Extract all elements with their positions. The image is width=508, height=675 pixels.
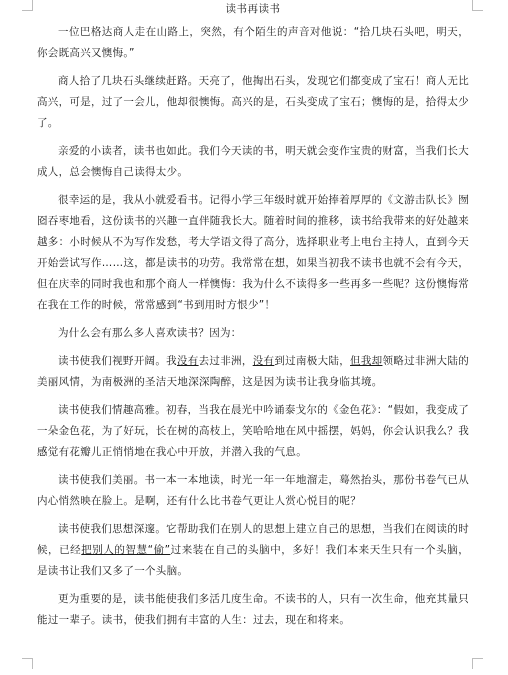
paragraph-text: 更为重要的是，读书能使我们多活几度生命。不读书的人，只有一次生命，他充其量只能过一辈子。读书，使我们拥有丰富的人生：过去，现在和将来。 — [37, 593, 469, 626]
crop-mark-bottom-right — [472, 658, 483, 669]
underlined-text: 但我却 — [350, 355, 383, 367]
paragraph — [37, 190, 469, 316]
paragraph — [37, 519, 469, 582]
document-body — [37, 0, 469, 631]
paragraph-text: 为什么会有那么多人喜欢读书？因为： — [58, 327, 242, 339]
underlined-text: 没有 — [252, 355, 275, 367]
crop-mark-bottom-left — [22, 658, 33, 669]
paragraph-text: 过来装在自己的头脑中，多好！我们本来天生只有一个头脑，是读书让我们又多了一个头脑。 — [37, 544, 469, 577]
paragraph — [37, 22, 469, 64]
crop-mark-top-left — [22, 0, 33, 11]
paragraph — [37, 470, 469, 512]
paragraph-text: 读书使我们美丽。书一本一本地读，时光一年一年地溜走，蓦然抬头，那份书卷气已从内心悄然映在脸上。是啊，还有什么比书卷气更让人赏心悦目的呢？ — [37, 474, 469, 507]
paragraph-text: 很幸运的是，我从小就爱看书。记得小学三年级时就开始捧着厚厚的《文游击队长》囫囵吞枣地看，这份读书的兴趣一直伴随我长大。随着时间的推移，读书给我带来的好处越来越多：小时候从不为写作发愁，考大学语文得了高分，选择职业考上电台主持人，直到今天开始尝试写作……这，都是读书的功劳。我常常在想，如果当初我不读书也就不会有今天，但在庆幸的同时我也和那个商人一样懊悔：我为什么不读得多一些再多一些呢？这份懊悔常在我在工作的时候，常常感到“书到用时方恨少”！ — [37, 194, 469, 311]
paragraph-text: 读书使我们视野开阔。我 — [58, 355, 177, 367]
paragraph — [37, 400, 469, 463]
paragraph-text: 读书使我们思想深邃。它帮助我们在别人的思想上建立自己的思想，当我们在阅读的时候，已经 — [37, 523, 469, 556]
document-title: 读书再读书 — [225, 3, 281, 15]
paragraph-text: 亲爱的小读者，读书也如此。我们今天读的书，明天就会变作宝贵的财富，当我们长大成人，总会懊悔自己读得太少。 — [37, 145, 469, 178]
paragraph — [37, 323, 469, 344]
crop-mark-top-right — [472, 0, 483, 11]
paragraph-text: 一位巴格达商人走在山路上，突然，有个陌生的声音对他说：“拾几块石头吧，明天，你会既高兴又懊悔。” — [37, 26, 469, 59]
underlined-text: 没有 — [176, 355, 199, 367]
underlined-text: 把别人的智慧“偷” — [81, 544, 171, 556]
paragraph-text: 读书使我们情趣高雅。初春，当我在晨光中吟诵泰戈尔的《金色花》：“假如，我变成了一朵金色花，为了好玩，长在树的高枝上，笑哈哈地在风中摇摆，妈妈，你会认识我么？我感觉有花瓣儿正悄悄地在我心中开放，并潜入我的气息。 — [37, 404, 469, 458]
paragraph-text: 领略过非洲大陆的美丽风情，为南极洲的圣洁天地深深陶醉，这是因为读书让我身临其境。 — [37, 355, 469, 388]
paragraph — [37, 141, 469, 183]
paragraph — [37, 71, 469, 134]
paragraph-text: 去过非洲， — [198, 355, 253, 367]
paragraph-list — [37, 22, 469, 631]
paragraph-text: 到过南极大陆， — [274, 355, 351, 367]
paragraph — [37, 351, 469, 393]
paragraph-text: 商人拾了几块石头继续赶路。天亮了，他掏出石头，发现它们都变成了宝石！商人无比高兴，可是，过了一会儿，他却很懊悔。高兴的是，石头变成了宝石；懊悔的是，拾得太少了。 — [37, 75, 469, 129]
paragraph — [37, 589, 469, 631]
